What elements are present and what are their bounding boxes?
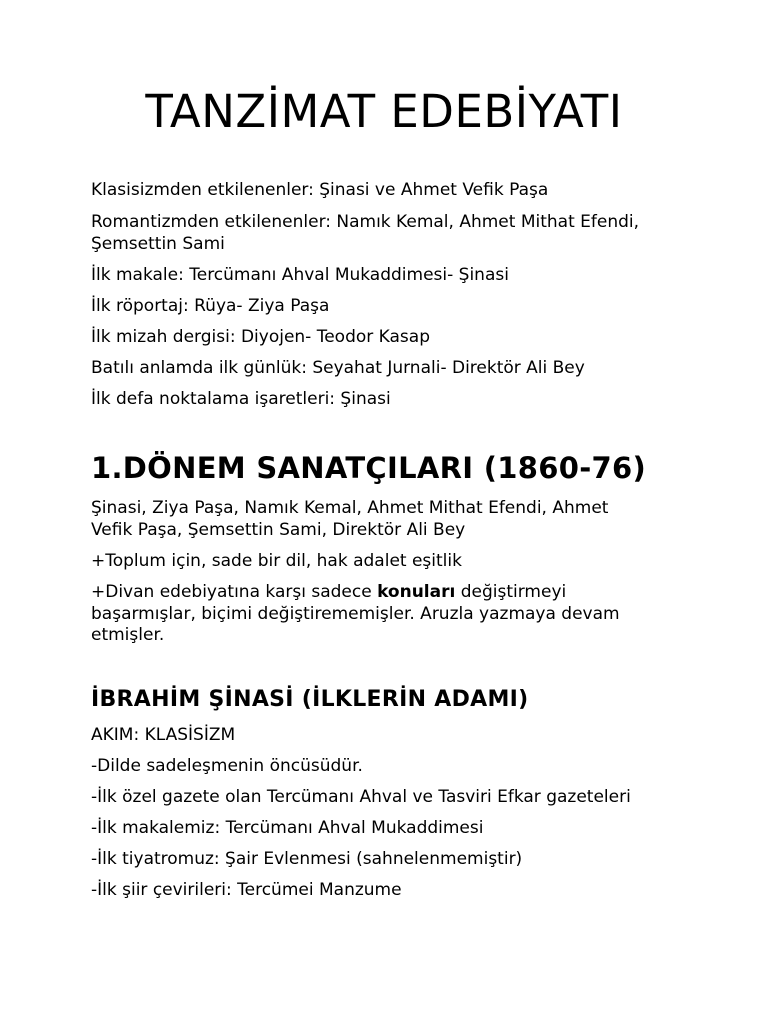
- authors-line: Vefik Paşa, Şemsettin Sami, Direktör Ali Bey: [91, 520, 466, 540]
- subsection-line: -İlk şiir çevirileri: Tercümei Manzume: [91, 880, 402, 900]
- intro-line: İlk defa noktalama işaretleri: Şinasi: [91, 389, 391, 409]
- subsection-line: -İlk tiyatromuz: Şair Evlenmesi (sahnelenmemiştir): [91, 849, 523, 869]
- point-line: etmişler.: [91, 625, 165, 645]
- authors-line: Şinasi, Ziya Paşa, Namık Kemal, Ahmet Mithat Efendi, Ahmet: [91, 498, 609, 518]
- section-heading: 1.DÖNEM SANATÇILARI (1860-76): [91, 451, 647, 485]
- intro-line: İlk makale: Tercümanı Ahval Mukaddimesi- Şinasi: [91, 265, 509, 285]
- intro-line: Batılı anlamda ilk günlük: Seyahat Jurnali- Direktör Ali Bey: [91, 358, 585, 378]
- subsection-heading: İBRAHİM ŞİNASİ (İLKLERİN ADAMI): [91, 687, 529, 712]
- subsection-line: AKIM: KLASİSİZM: [91, 725, 236, 745]
- intro-line: İlk mizah dergisi: Diyojen- Teodor Kasap: [91, 327, 430, 347]
- point-line: [91, 581, 566, 603]
- point-line: +Toplum için, sade bir dil, hak adalet eşitlik: [91, 551, 462, 571]
- intro-line: Klasisizmden etkilenenler: Şinasi ve Ahmet Vefik Paşa: [91, 180, 549, 200]
- intro-line: Şemsettin Sami: [91, 234, 225, 254]
- point-text: +Divan edebiyatına karşı sadece: [91, 582, 378, 602]
- subsection-line: -İlk özel gazete olan Tercümanı Ahval ve Tasviri Efkar gazeteleri: [91, 787, 631, 807]
- intro-line: Romantizmden etkilenenler: Namık Kemal, Ahmet Mithat Efendi,: [91, 212, 640, 232]
- document-title: TANZİMAT EDEBİYATI: [145, 85, 623, 138]
- point-line: başarmışlar, biçimi değiştirememişler. Aruzla yazmaya devam: [91, 604, 620, 624]
- point-emphasis: konuları: [377, 582, 456, 602]
- subsection-line: -İlk makalemiz: Tercümanı Ahval Mukaddimesi: [91, 818, 484, 838]
- intro-line: İlk röportaj: Rüya- Ziya Paşa: [91, 296, 330, 316]
- subsection-line: -Dilde sadeleşmenin öncüsüdür.: [91, 756, 363, 776]
- point-text: değiştirmeyi: [455, 582, 567, 602]
